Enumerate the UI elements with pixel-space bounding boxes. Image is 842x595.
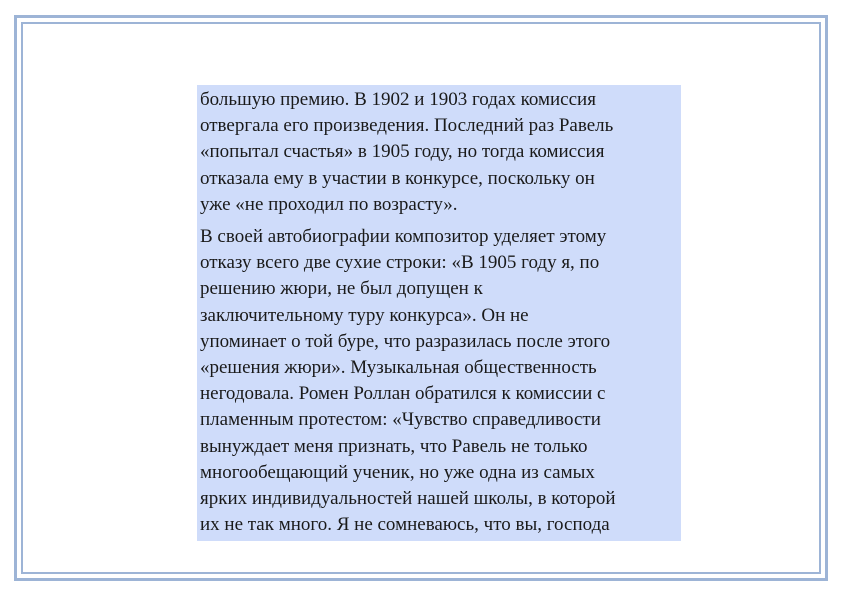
text-line: многообещающий ученик, но уже одна из самых xyxy=(200,461,595,483)
paragraph-1 xyxy=(200,87,677,218)
text-line: отвергала его произведения. Последний раз Равель xyxy=(200,115,614,137)
text-line: отказала ему в участии в конкурсе, поскольку он xyxy=(200,167,595,189)
text-line: их не так много. Я не сомневаюсь, что вы, господа xyxy=(200,514,610,536)
text-line: В своей автобиографии композитор уделяет этому xyxy=(200,226,607,248)
text-line: пламенным протестом: «Чувство справедливости xyxy=(200,409,601,431)
text-line: ярких индивидуальностей нашей школы, в которой xyxy=(200,488,616,510)
paragraph-2 xyxy=(200,224,677,538)
text-line: упоминает о той буре, что разразилась после этого xyxy=(200,330,611,352)
text-line: негодовала. Ромен Роллан обратился к комиссии с xyxy=(200,383,606,405)
text-line: «решения жюри». Музыкальная общественность xyxy=(200,357,597,379)
text-line: заключительному туру конкурса». Он не xyxy=(200,304,529,326)
text-line: «попытал счастья» в 1905 году, но тогда комиссия xyxy=(200,141,605,163)
text-line: вынуждает меня признать, что Равель не только xyxy=(200,435,588,457)
text-line: уже «не проходил по возрасту». xyxy=(200,193,458,215)
text-line: решению жюри, не был допущен к xyxy=(200,278,483,300)
text-box xyxy=(197,85,681,541)
text-line: большую премию. В 1902 и 1903 годах комиссия xyxy=(200,89,596,110)
text-line: отказу всего две сухие строки: «В 1905 году я, по xyxy=(200,252,600,274)
